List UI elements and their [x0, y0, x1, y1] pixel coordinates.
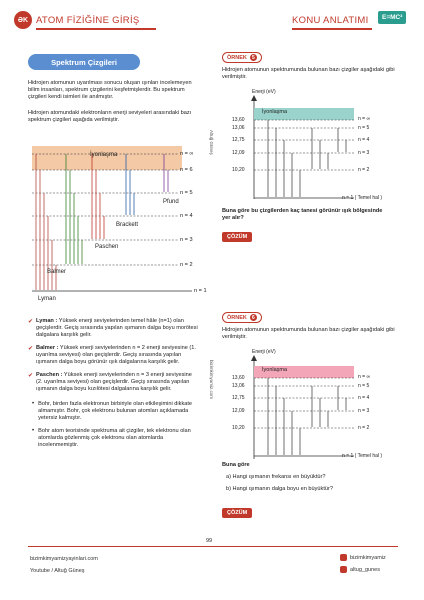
- example-1-diagram: [228, 94, 418, 204]
- example-1-level-1: n = 1 ( Temel hal ): [342, 195, 383, 201]
- level-label-4: n = 4: [180, 213, 193, 219]
- check-icon: ✔: [28, 373, 34, 379]
- example-1-level-5: n = 5: [358, 125, 370, 131]
- footer-social-1[interactable]: [340, 554, 386, 561]
- example-2-solution-button: ÇÖZÜM: [222, 508, 252, 518]
- example-label: ÖRNEK: [227, 54, 247, 61]
- series-label-pfund: Pfund: [163, 199, 179, 205]
- brand-logo-icon: ƏK: [14, 11, 32, 29]
- energy-12-75: 12,75: [232, 137, 245, 143]
- series-label-brackett: Brackett: [116, 222, 139, 228]
- ionization-label: İyonlaşma: [90, 152, 118, 158]
- example-2-text: Hidrojen atomunun spektrumunda bulunan bazı çizgiler aşağıdaki gibi verilmiştir.: [222, 327, 395, 340]
- energy-12-09: 12,09: [232, 150, 245, 156]
- example-2-level-3: n = 3: [358, 408, 370, 414]
- series-label-lyman: Lyman: [38, 296, 56, 302]
- example-2-level-5: n = 5: [358, 383, 370, 389]
- example-1-level-inf: n = ∞: [358, 116, 371, 122]
- level-label-6: n = 6: [180, 167, 193, 173]
- energy-10-20: 10,20: [232, 167, 245, 173]
- energy-13-60: 13,60: [232, 375, 245, 381]
- example-1-badge: [222, 52, 262, 63]
- footer-social-2[interactable]: [340, 566, 380, 573]
- example-1-text: Hidrojen atomunun spektrumunda bulunan bazı çizgiler aşağıdaki gibi verilmiştir.: [222, 67, 395, 80]
- footer-social-handle: bizimkimyamiz: [350, 554, 386, 561]
- example-1-axis-label: Enerji (eV): [252, 89, 276, 95]
- bullet-paschen: [28, 372, 198, 393]
- side-credit: Altuğ Güneş: [209, 130, 214, 155]
- level-label-5: n = 5: [180, 190, 193, 196]
- example-2-question-a: a) Hangi ışımanın frekansı en büyüktür?: [226, 474, 326, 480]
- series-definitions: [28, 318, 198, 449]
- level-label-2: n = 2: [180, 262, 193, 268]
- instagram-icon: [340, 554, 347, 561]
- page-number: 99: [206, 538, 213, 544]
- example-2-lead: Buna göre: [222, 462, 250, 468]
- check-icon: ✔: [28, 319, 34, 325]
- bullet-text: Yüksek enerji seviyelerinden temel hâle (n=1) olan geçişlerdir. Geçiş sırasında yapılan ışımanın dalga boyu morötesi dalgalara karşılık gelir.: [36, 318, 198, 338]
- example-number: 6: [250, 314, 257, 321]
- balmer-arrows: [66, 154, 82, 264]
- example-2-badge: [222, 312, 262, 323]
- side-url: bizimkimyamiz.com: [209, 360, 214, 400]
- level-label-inf: n = ∞: [180, 151, 194, 157]
- footer-rule: [28, 546, 398, 547]
- example-2-question-b: b) Hangi ışımanın dalga boyu en büyüktür?: [226, 486, 333, 492]
- energy-12-75: 12,75: [232, 395, 245, 401]
- example-1-level-4: n = 4: [358, 137, 370, 143]
- header-left-title: ATOM FİZİĞİNE GİRİŞ: [36, 15, 140, 26]
- note-text: Bohr atom teorisinde spektruma ait çizgiler, tek elektronu olan atomlarda gözlenmiş çok elektronu olan atomlarda incelenmemiştir.: [38, 428, 191, 448]
- energy-12-09: 12,09: [232, 408, 245, 414]
- example-label: ÖRNEK: [227, 314, 247, 321]
- emc2-badge: E=MC²: [378, 11, 406, 24]
- section-title: Spektrum Çizgileri: [28, 54, 140, 70]
- energy-13-60: 13,60: [232, 117, 245, 123]
- example-1-ionization: İyonlaşma: [262, 109, 288, 115]
- bullet-label: Paschen :: [36, 372, 63, 378]
- bullet-lyman: [28, 318, 198, 339]
- example-2-diagram: [228, 354, 418, 464]
- example-1-solution-button: ÇÖZÜM: [222, 232, 252, 242]
- header-left-rule: [36, 28, 156, 30]
- example-2-level-2: n = 2: [358, 425, 370, 431]
- example-1-question: Buna göre bu çizgilerden kaç tanesi görünür ışık bölgesinde yer alır?: [222, 208, 383, 221]
- energy-13-06: 13,06: [232, 125, 245, 131]
- example-1-level-2: n = 2: [358, 167, 370, 173]
- check-icon: ✔: [28, 346, 34, 352]
- bullet-text: Yüksek enerji seviyelerinden n = 2 enerji seviyesine (1. uyarılma seviyesi) olan geçişlerdir. Geçiş sırasında yapılan ışımanın dalga boyu görünür ışık dalgalarına karşılık gelir.: [36, 345, 196, 365]
- footer-website[interactable]: bizimkimyamizyayinlari.com: [30, 556, 98, 562]
- note-text: Bohr, birden fazla elektronun birbiriyle olan etkileşimini dikkate almamıştır. Bohr, çok elektronu bulunan atomları açıklamada yetersiz kalmıştır.: [38, 401, 193, 421]
- footer-social-handle: altug_gunes: [350, 566, 380, 573]
- bullet-text: Yüksek enerji seviyelerinden n = 3 enerji seviyesine (2. uyarılma seviyesi) olan geçişlerdir. Geçiş sırasında yapılan ışımanın dalga boyu kızılötesi dalgalarına karşılık gelir.: [36, 372, 192, 392]
- intro-paragraph-2: Hidrojen atomundaki elektronların enerji seviyeleri arasındaki bazı spektrum çizgileri aşağıda verilmiştir.: [28, 110, 192, 123]
- level-label-1: n = 1: [194, 288, 207, 294]
- bullet-dot-icon: •: [32, 401, 35, 407]
- footer-youtube[interactable]: Youtube / Altuğ Güneş: [30, 568, 85, 574]
- energy-10-20: 10,20: [232, 425, 245, 431]
- example-2-level-1: n = 1 ( Temel hal ): [342, 453, 383, 459]
- energy-13-06: 13,06: [232, 383, 245, 389]
- bullet-balmer: [28, 345, 198, 366]
- note-2: [32, 428, 198, 449]
- series-label-paschen: Paschen: [95, 244, 119, 250]
- note-1: [32, 401, 198, 422]
- series-label-balmer: Balmer: [47, 269, 67, 275]
- header-right-rule: [292, 28, 372, 30]
- example-2-level-4: n = 4: [358, 395, 370, 401]
- bullet-label: Lyman :: [36, 318, 58, 324]
- example-number: 5: [250, 54, 257, 61]
- instagram-icon: [340, 566, 347, 573]
- intro-paragraph: Hidrojen atomunun uyarılması sonucu oluşan ışınları incelemeyen bilim insanları, spektrum çizgilerini keşfetmişlerdir. Bu spektrum çizgileri kendi isimleri ile anılmıştır.: [28, 80, 192, 100]
- header-right-title: KONU ANLATIMI: [292, 15, 369, 26]
- bullet-dot-icon: •: [32, 428, 35, 434]
- example-2-axis-label: Enerji (eV): [252, 349, 276, 355]
- example-1-level-3: n = 3: [358, 150, 370, 156]
- example-2-level-inf: n = ∞: [358, 374, 371, 380]
- level-label-3: n = 3: [180, 237, 193, 243]
- bullet-label: Balmer :: [36, 345, 59, 351]
- example-2-ionization: İyonlaşma: [262, 367, 288, 373]
